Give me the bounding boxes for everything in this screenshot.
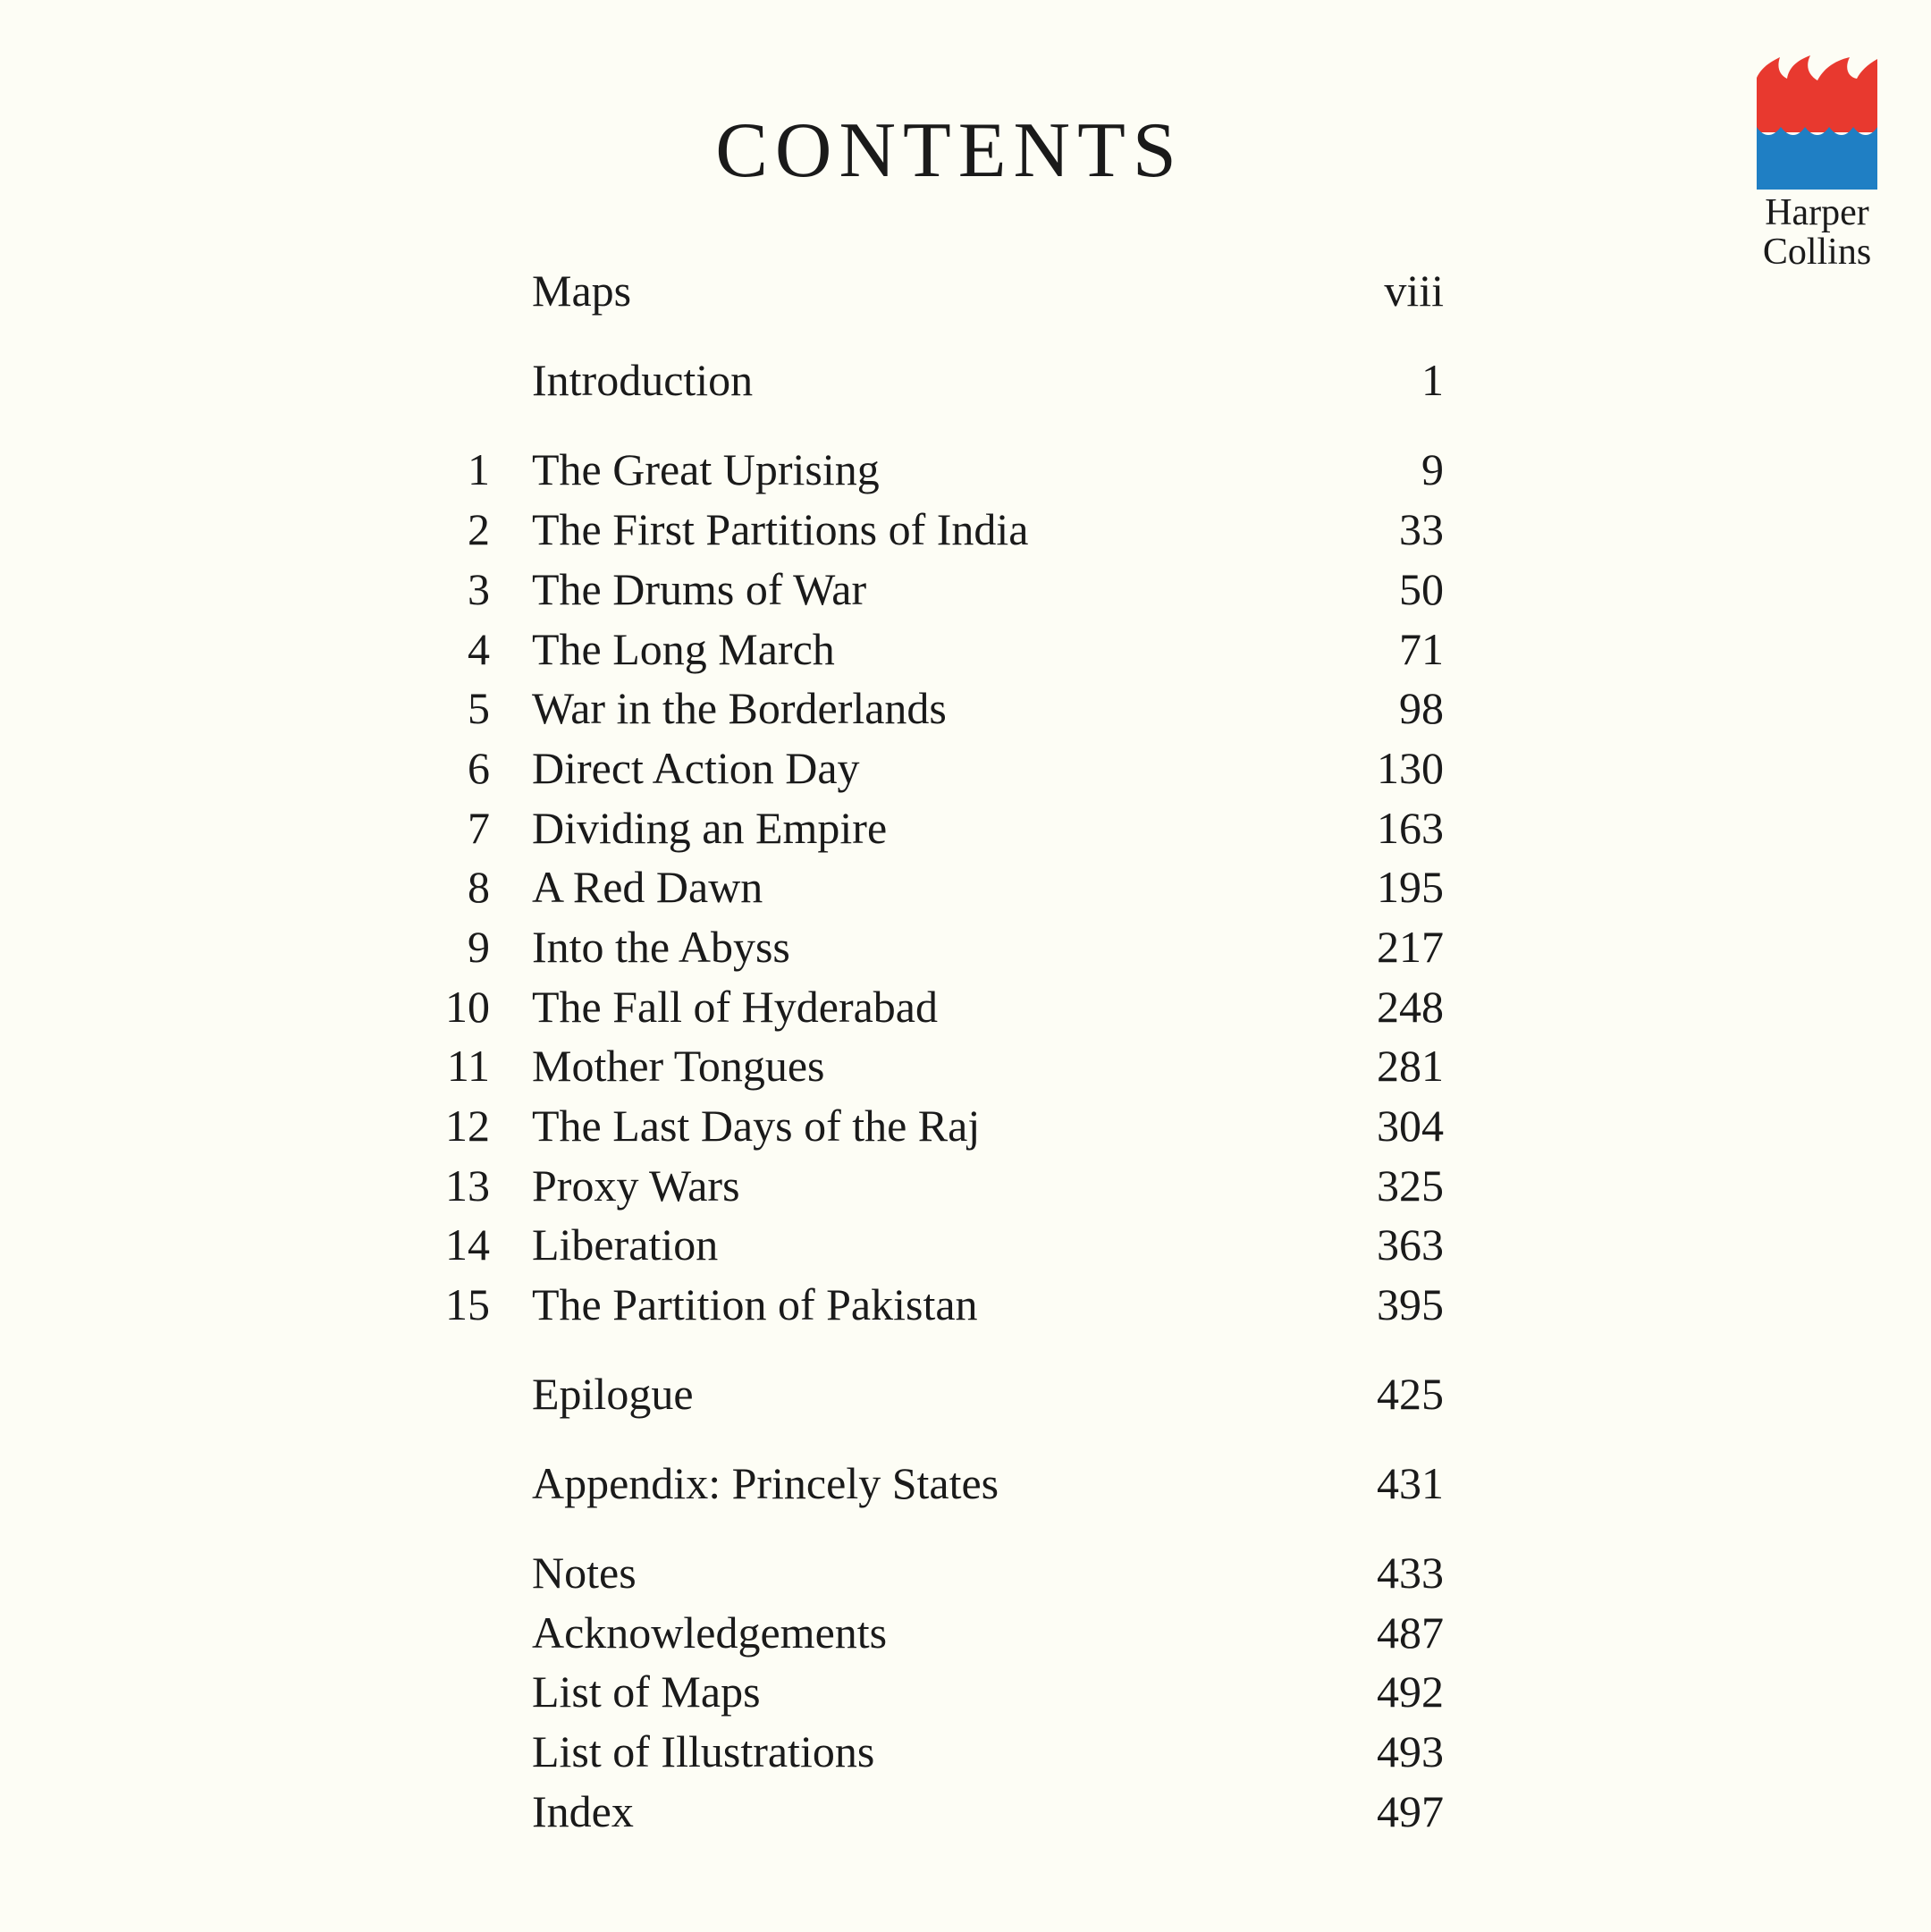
toc-entry — [429, 977, 1444, 1036]
toc-entry — [429, 1215, 1444, 1274]
toc-entry — [429, 1096, 1444, 1155]
toc-entry — [429, 1722, 1444, 1781]
page-number: viii — [1384, 266, 1444, 316]
page-title: CONTENTS — [715, 107, 1184, 194]
entry-title: Maps — [532, 266, 632, 316]
chapter-number: 2 — [468, 504, 490, 554]
toc-entry — [429, 620, 1444, 679]
toc-entry — [429, 798, 1444, 857]
entry-title: Appendix: Princely States — [532, 1458, 999, 1508]
entry-title: The Drums of War — [532, 564, 867, 614]
chapter-number: 9 — [468, 922, 490, 972]
entry-title: Mother Tongues — [532, 1041, 825, 1091]
entry-title: The Great Uprising — [532, 444, 880, 494]
toc-entry — [429, 857, 1444, 916]
page-number: 492 — [1377, 1666, 1444, 1717]
page-number: 363 — [1377, 1219, 1444, 1270]
entry-title: The Last Days of the Raj — [532, 1101, 981, 1151]
chapter-number: 14 — [445, 1219, 490, 1270]
entry-title: Introduction — [532, 355, 754, 405]
page-number: 431 — [1377, 1458, 1444, 1508]
toc-entry — [429, 261, 1444, 320]
page-number: 395 — [1377, 1279, 1444, 1329]
page-number: 33 — [1399, 504, 1444, 554]
chapter-number: 8 — [468, 862, 490, 912]
entry-title: Notes — [532, 1548, 637, 1598]
chapter-number: 5 — [468, 683, 490, 733]
toc-entry — [429, 1454, 1444, 1513]
entry-title: Dividing an Empire — [532, 803, 888, 853]
entry-title: The Fall of Hyderabad — [532, 982, 939, 1032]
page-number: 304 — [1377, 1101, 1444, 1151]
entry-title: Proxy Wars — [532, 1160, 740, 1211]
publisher-logo — [1757, 55, 1877, 272]
toc-entry — [429, 1275, 1444, 1334]
entry-title: The Long March — [532, 624, 835, 674]
chapter-number: 11 — [446, 1041, 490, 1091]
wave-shape — [1757, 127, 1877, 190]
toc-entry — [429, 560, 1444, 619]
flame-wave-icon — [1757, 55, 1877, 190]
page-number: 98 — [1399, 683, 1444, 733]
page-number: 130 — [1377, 743, 1444, 793]
page-number: 1 — [1421, 355, 1444, 405]
toc-entry — [429, 738, 1444, 797]
page-number: 493 — [1377, 1726, 1444, 1776]
entry-title: Epilogue — [532, 1369, 694, 1419]
toc-entry — [429, 1156, 1444, 1215]
entry-title: The First Partitions of India — [532, 504, 1029, 554]
toc-entry — [429, 1603, 1444, 1662]
page-number: 497 — [1377, 1786, 1444, 1836]
chapter-number: 10 — [445, 982, 490, 1032]
chapter-number: 6 — [468, 743, 490, 793]
entry-title: The Partition of Pakistan — [532, 1279, 978, 1329]
toc-entry — [429, 917, 1444, 976]
entry-title: Index — [532, 1786, 634, 1836]
page-number: 71 — [1399, 624, 1444, 674]
chapter-number: 7 — [468, 803, 490, 853]
entry-title: Acknowledgements — [532, 1607, 888, 1658]
flame-shape — [1757, 55, 1877, 132]
chapter-number: 3 — [468, 564, 490, 614]
toc-entry — [429, 440, 1444, 499]
page-number: 487 — [1377, 1607, 1444, 1658]
toc-entry — [429, 350, 1444, 409]
page-number: 50 — [1399, 564, 1444, 614]
page-number: 217 — [1377, 922, 1444, 972]
page-number: 425 — [1377, 1369, 1444, 1419]
page-number: 248 — [1377, 982, 1444, 1032]
page-number: 325 — [1377, 1160, 1444, 1211]
publisher-name-line2: Collins — [1762, 232, 1872, 273]
chapter-number: 1 — [468, 444, 490, 494]
entry-title: Liberation — [532, 1219, 719, 1270]
toc-entry — [429, 679, 1444, 738]
toc-entry — [429, 1036, 1444, 1095]
chapter-number: 15 — [445, 1279, 490, 1329]
toc-entry — [429, 500, 1444, 559]
chapter-number: 4 — [468, 624, 490, 674]
page-number: 281 — [1377, 1041, 1444, 1091]
entry-title: War in the Borderlands — [532, 683, 947, 733]
publisher-name-line1: Harper — [1765, 192, 1869, 233]
chapter-number: 13 — [445, 1160, 490, 1211]
toc-entry — [429, 1782, 1444, 1841]
toc-entry — [429, 1543, 1444, 1602]
toc-entry — [429, 1364, 1444, 1423]
entry-title: Direct Action Day — [532, 743, 860, 793]
toc-entry — [429, 1662, 1444, 1721]
entry-title: List of Illustrations — [532, 1726, 875, 1776]
page-number: 9 — [1421, 444, 1444, 494]
entry-title: Into the Abyss — [532, 922, 790, 972]
page-number: 433 — [1377, 1548, 1444, 1598]
entry-title: List of Maps — [532, 1666, 761, 1717]
entry-title: A Red Dawn — [532, 862, 763, 912]
page-number: 195 — [1377, 862, 1444, 912]
chapter-number: 12 — [445, 1101, 490, 1151]
page-number: 163 — [1377, 803, 1444, 853]
